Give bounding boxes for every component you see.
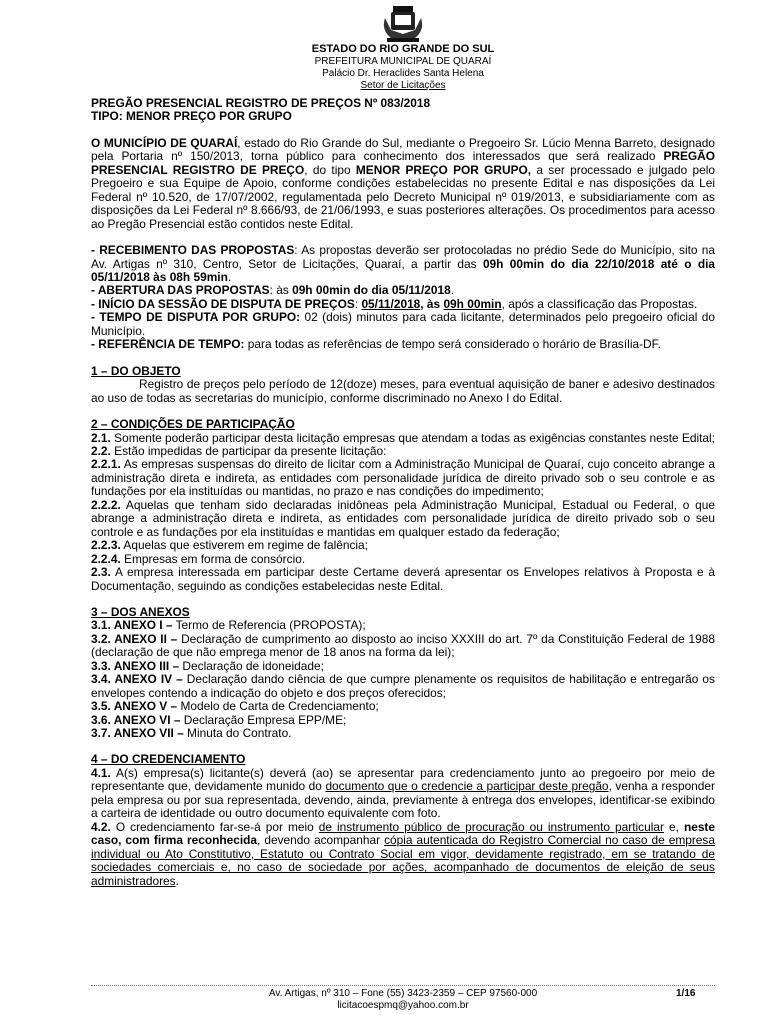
participation-item: 2.1. Somente poderão participar desta licitação empresas que atendam a todas as exigências constantes neste Edital; xyxy=(91,430,715,445)
footer-email: licitacoespmq@yahoo.com.br xyxy=(337,1000,469,1011)
annex-item: 3.1. ANEXO I – Termo de Referencia (PROPOSTA); xyxy=(91,618,366,633)
section-1-heading: 1 – DO OBJETO xyxy=(91,363,181,378)
section-4-1: 4.1. A(s) empresa(s) licitante(s) deverá (ao) se apresentar para credenciamento junto ao pregoeiro por meio de representante que, devidamente munido do documento que o credencie a participar deste pregão, venha a responder pela empresa ou por sua representada, devendo, ainda, previamente à entrega dos envelopes, identificar-se exibindo a carteira de identidade ou outro documento equivalente com foto. xyxy=(91,765,715,821)
header-setor: Setor de Licitações xyxy=(360,80,446,91)
intro-paragraph: O MUNICÍPIO DE QUARAÍ, estado do Rio Grande do Sul, mediante o Pregoeiro Sr. Lúcio Menna Barreto, designado pela Portaria nº 150/2013, torna público para conhecimento dos interessados que será realizado PREGÃO PRESENCIAL REGISTRO DE PREÇO, do tipo MENOR PREÇO POR GRUPO, a ser processado e julgado pelo Pregoeiro e sua Equipe de Apoio, conforme condições estabelecidas no presente Edital e nas disposições da Lei Federal nº 10.520, de 17/07/2002, regulamentada pelo Decreto Municipal nº 019/2013, e subsidiariamente com as disposições da Lei Federal nº 8.666/93, de 21/06/1993, e suas posteriores alterações. Os procedimentos para acesso ao Pregão Presencial estão contidos neste Edital. xyxy=(91,135,716,231)
participation-item: 2.3. A empresa interessada em participar deste Certame deverá apresentar os Envelopes relativos à Proposta e à Documentação, seguindo as condições estabelecidas neste Edital. xyxy=(91,565,715,593)
annex-item: 3.5. ANEXO V – Modelo de Carta de Credenciamento; xyxy=(91,699,379,714)
section-2-list xyxy=(91,432,715,593)
section-4-heading: 4 – DO CREDENCIAMENTO xyxy=(91,752,246,767)
section-3-heading: 3 – DOS ANEXOS xyxy=(91,604,190,619)
title-line2: TIPO: MENOR PREÇO POR GRUPO xyxy=(91,109,292,124)
title-line1: PREGÃO PRESENCIAL REGISTRO DE PREÇOS Nº 083/2018 xyxy=(91,96,431,110)
section-4-2: 4.2. O credenciamento far-se-á por meio de instrumento público de procuração ou instrumento particular e, neste caso, com firma reconhecida, devendo acompanhar cópia autenticada do Registro Comercial no caso de empresa individual ou Ato Constitutivo, Estatuto ou Contrato Social em vigor, devidamente registrado, em se tratando de sociedades comerciais e, no caso de sociedade por ações, acompanhado de documentos de eleição de seus administradores. xyxy=(91,819,715,888)
annex-item: 3.6. ANEXO VI – Declaração Empresa EPP/ME; xyxy=(91,712,347,727)
municipal-crest-icon xyxy=(381,4,425,44)
header-prefeitura: PREFEITURA MUNICIPAL DE QUARAÍ xyxy=(314,56,492,67)
participation-item: 2.2.3. Aquelas que estiverem em regime de falência; xyxy=(91,538,368,553)
participation-item: 2.2.1. As empresas suspensas do direito de licitar com a Administração Municipal de Quaraí, cujo conceito abrange a administração direta e indireta, as entidades com personalidade jurídica de direito privado sob o seu controle e as fundações por ela instituídas ou mantidas, no prazo e nas condições do impedimento; xyxy=(91,457,715,499)
page-number: 1/16 xyxy=(676,988,696,999)
participation-item: 2.2.2. Aquelas que tenham sido declaradas inidôneas pela Administração Municipal, Estadual ou Federal, o que abrange a administração direta e indireta, as entidades com personalidade jurídica de direito privado sob o seu controle e as fundações por ela instituídas e mantidas em qualquer estado da federação; xyxy=(91,497,715,539)
schedule-tempo: - TEMPO DE DISPUTA POR GRUPO: 02 (dois) minutos para cada licitante, determinados pelo pregoeiro oficial do Município. xyxy=(91,310,715,338)
schedule-inicio: - INÍCIO DA SESSÃO DE DISPUTA DE PREÇOS: 05/11/2018, às 09h 00min, após a classificação das Propostas. xyxy=(91,296,698,311)
annex-item: 3.2. ANEXO II – Declaração de cumprimento ao disposto ao inciso XXXIII do art. 7º da Constituição Federal de 1988 (declaração de que não emprega menor de 18 anos na forma da lei); xyxy=(91,631,715,660)
schedule-abertura: - ABERTURA DAS PROPOSTAS: às 09h 00min do dia 05/11/2018. xyxy=(91,283,455,298)
header-state: ESTADO DO RIO GRANDE DO SUL xyxy=(311,43,495,55)
annex-item: 3.3. ANEXO III – Declaração de idoneidade; xyxy=(91,658,324,673)
section-1-text: Registro de preços pelo período de 12(doze) meses, para eventual aquisição de baner e adesivo destinados ao uso de todas as secretarias do município, conforme discriminado no Anexo I do Edital. xyxy=(91,377,715,405)
schedule-referencia: - REFERÊNCIA DE TEMPO: para todas as referências de tempo será considerado o horário de Brasília-DF. xyxy=(91,337,661,352)
footer-divider xyxy=(91,985,715,986)
schedule-recebimento: - RECEBIMENTO DAS PROPOSTAS: As propostas deverão ser protocoladas no prédio Sede do Município, sito na Av. Artigas nº 310, Centro, Setor de Licitações, Quaraí, a partir das 09h 00min do dia 22/10/2018 até o dia 05/11/2018 às 08h 59min. xyxy=(91,243,716,284)
header-palacio: Palácio Dr. Heraclides Santa Helena xyxy=(322,68,484,79)
participation-item: 2.2. Estão impedidas de participar da presente licitação: xyxy=(91,443,387,458)
participation-item: 2.2.4. Empresas em forma de consórcio. xyxy=(91,551,306,566)
annex-item: 3.4. ANEXO IV – Declaração dando ciência de que cumpre plenamente os requisitos de habilitação e entregarão os envelopes contendo a indicação do objeto e dos preços oferecidos; xyxy=(91,672,715,700)
section-3-list xyxy=(91,619,715,740)
document-body xyxy=(91,97,715,888)
section-2-heading: 2 – CONDIÇÕES DE PARTICIPAÇÃO xyxy=(91,417,295,432)
annex-item: 3.7. ANEXO VII – Minuta do Contrato. xyxy=(91,726,292,741)
footer-address: Av. Artigas, nº 310 – Fone (55) 3423-2359 – CEP 97560-000 xyxy=(268,988,538,999)
